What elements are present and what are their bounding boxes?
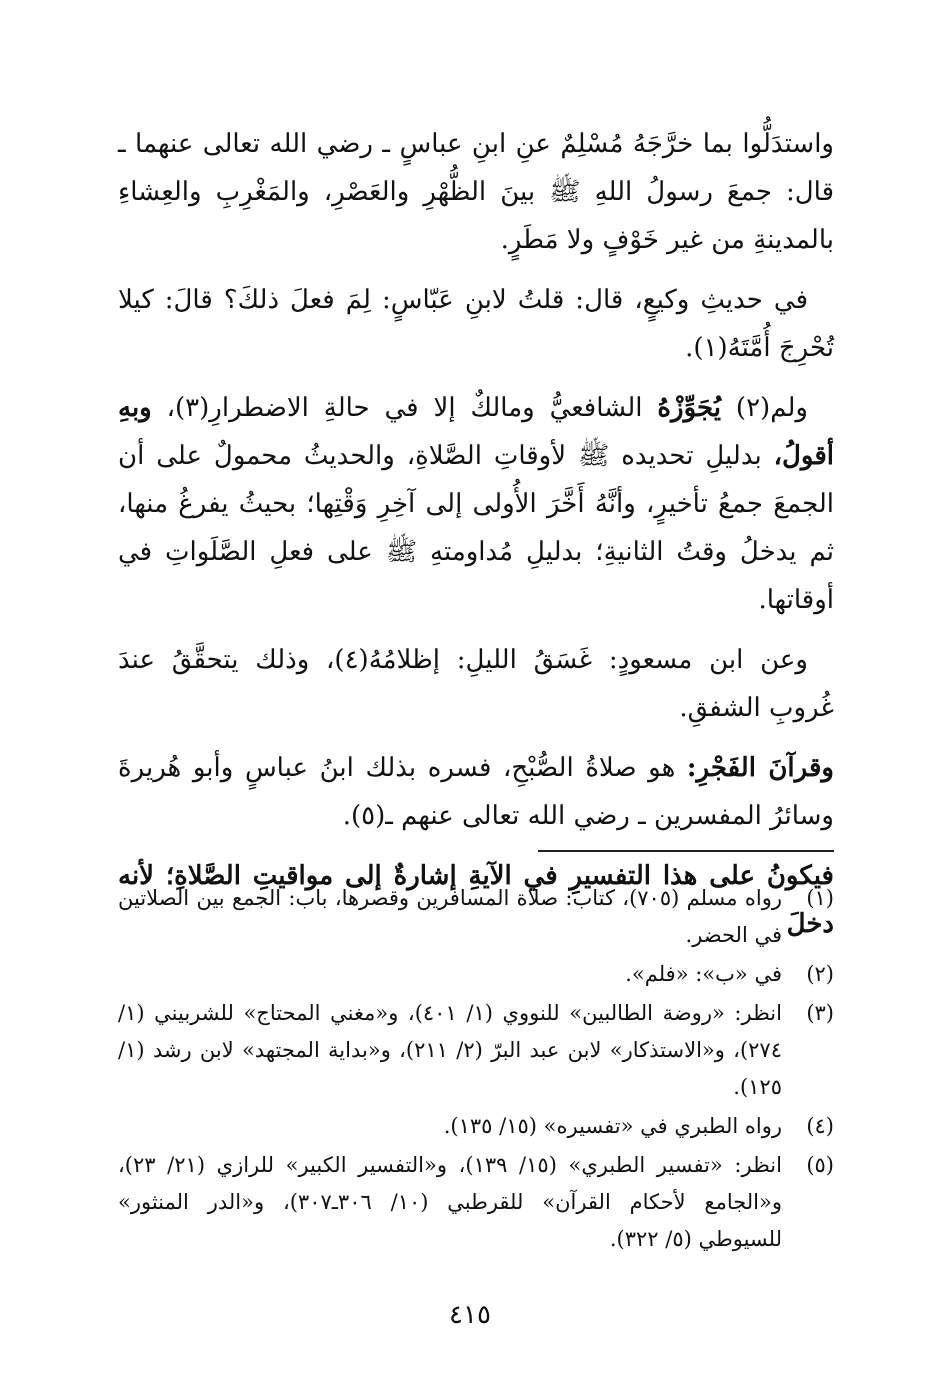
footnote-number: (١)	[806, 886, 834, 910]
page-number: ٤١٥	[449, 1300, 491, 1330]
footnote-text: انظر: «تفسير الطبري» (١٥/ ١٣٩)، و«التفسير الكبير» للرازي (٢١/ ٢٣)، و«الجامع لأحكام القرآن» للقرطبي (١٠/ ٣٠٦ـ٣٠٧)، و«الدر المنثور» للسيوطي (٥/ ٣٢٢).	[118, 1153, 782, 1251]
footnote-text: انظر: «روضة الطالبين» للنووي (١/ ٤٠١)، و«مغني المحتاج» للشربيني (١/ ٢٧٤)، و«الاستذكار» لابن عبد البرّ (٢/ ٢١١)، و«بداية المجتهد» لابن رشد (١/ ١٢٥).	[118, 1001, 782, 1099]
footnote-number: (٥)	[806, 1153, 834, 1177]
paragraph-1: واستدَلُّوا بما خرَّجَهُ مُسْلِمٌ عنِ ابنِ عباسٍ ـ رضي الله تعالى عنهما ـ قال: جمعَ رسولُ اللهِ ﷺ بينَ الظُّهْرِ والعَصْرِ، والمَغْرِبِ والعِشاءِ بالمدينةِ من غير خَوْفٍ ولا مَطَرٍ.	[118, 129, 834, 255]
footnote-divider	[538, 850, 834, 852]
footnote-number: (٢)	[806, 962, 834, 986]
p3-prefix: ولم(٢)	[721, 393, 808, 423]
footnote-number: (٣)	[806, 1001, 834, 1025]
footnote-text: رواه الطبري في «تفسيره» (١٥/ ١٣٥).	[443, 1114, 782, 1138]
footnote-text: في «ب»: «فلم».	[625, 962, 782, 986]
p5-heading: وقرآنَ الفَجْرِ:	[686, 753, 834, 783]
paragraph-5	[118, 744, 834, 840]
main-text	[118, 120, 834, 960]
paragraph-4: وعن ابن مسعودٍ: غَسَقُ الليلِ: إظلامُهُ(٤)، وذلك يتحقَّقُ عندَ غُروبِ الشفقِ.	[118, 645, 834, 723]
footnote-4	[118, 1108, 834, 1145]
footnote-1	[118, 880, 834, 954]
p3-bold-verb: يُجَوِّزْهُ	[657, 393, 722, 423]
paragraph-6: فيكونُ على هذا التفسيرِ في الآيةِ إشارةٌ إلى مواقيتِ الصَّلاةِ؛ لأنه دخلَ	[118, 861, 834, 939]
footnote-5	[118, 1147, 834, 1258]
p3-middle: الشافعيُّ ومالكٌ إلا في حالةِ الاضطرارِ(٣)،	[151, 393, 658, 423]
footnotes	[118, 880, 834, 1260]
footnote-text: رواه مسلم (٧٠٥)، كتاب: صلاة المسافرين وقصرها، باب: الجمع بين الصلاتين في الحضر.	[118, 886, 782, 947]
p5-rest: هو صلاةُ الصُّبْحِ، فسره بذلك ابنُ عباسٍ وأبو هُريرةَ وسائرُ المفسرين ـ رضي الله تعالى عنهم ـ(٥).	[118, 753, 834, 831]
paragraph-3	[118, 384, 834, 624]
paragraph-2: في حديثِ وكيعٍ، قال: قلتُ لابنِ عَبّاسٍ: لِمَ فعلَ ذلكَ؟ قالَ: كيلا تُحْرِجَ أُمَّتَهُ(١).	[118, 285, 834, 363]
footnote-3	[118, 995, 834, 1106]
p3-bold-opinion: وبهِ أقولُ،	[118, 393, 834, 471]
footnote-2	[118, 956, 834, 993]
footnote-number: (٤)	[806, 1114, 834, 1138]
p3-rest: بدليلِ تحديده ﷺ لأوقاتِ الصَّلاةِ، والحديثُ محمولٌ على أن الجمعَ جمعُ تأخيرٍ، وأنَّهُ أَخَّرَ الأُولى إلى آخِرِ وَقْتِها؛ بحيثُ يفرغُ منها، ثم يدخلُ وقتُ الثانيةِ؛ بدليلِ مُداومتهِ ﷺ على فعلِ الصَّلَواتِ في أوقاتها.	[118, 441, 834, 615]
